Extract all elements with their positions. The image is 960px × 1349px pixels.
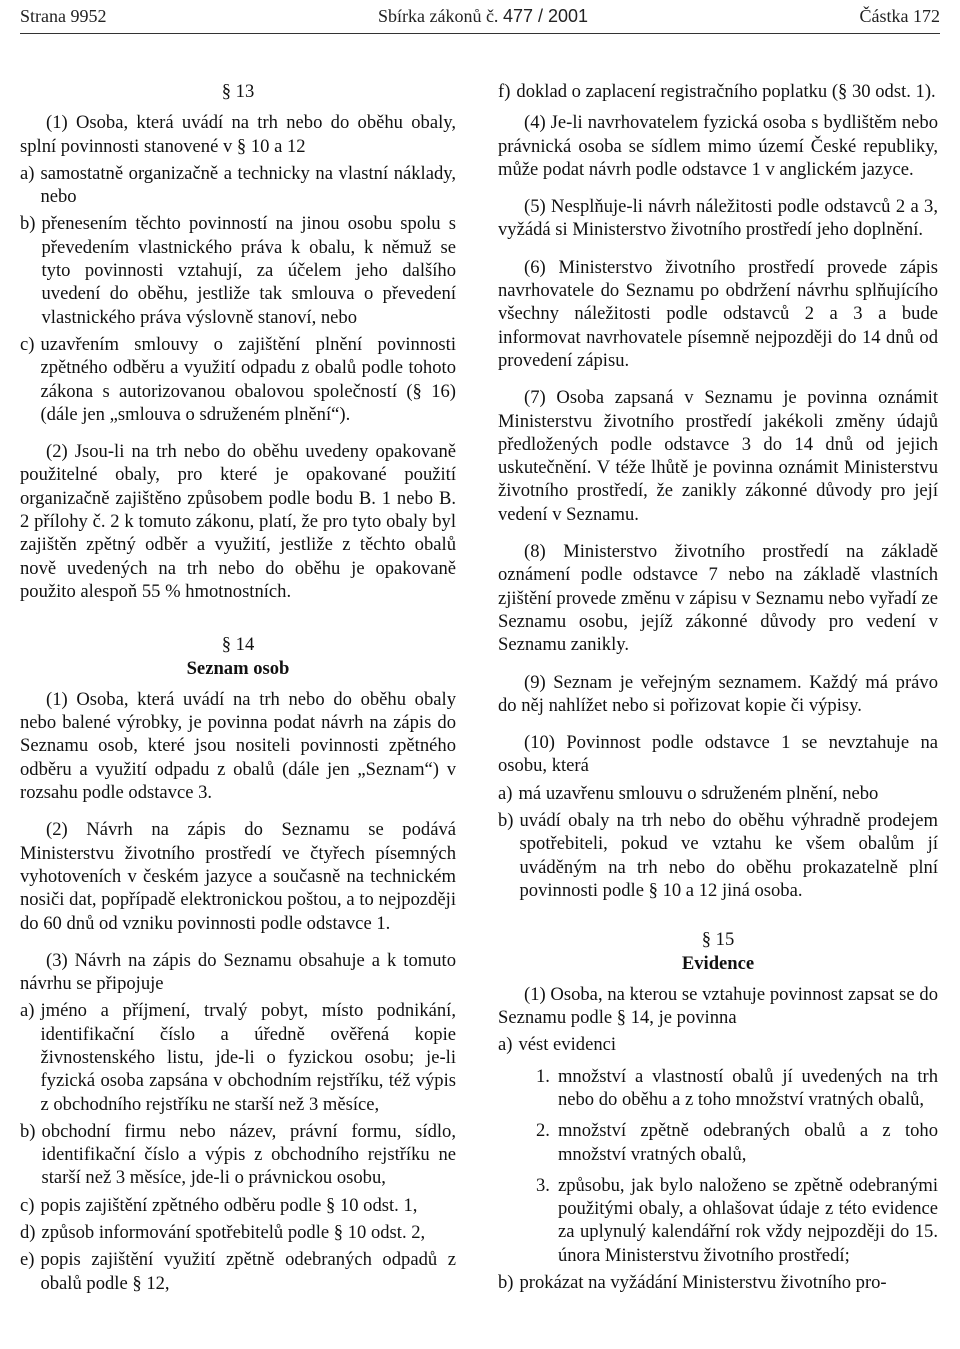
paragraph-14-6: (6) Ministerstvo životního prostředí provede zápis navrhovatele do Seznamu po obdržení návrhu splňujícího všechny náležitosti podle odstavců 2 a 3 a bude informovat navrhovatele písemně nejpozději do 14 dnů od provedení zápisu. — [498, 256, 938, 371]
journal-title — [378, 6, 588, 27]
paragraph-15-1: (1) Osoba, na kterou se vztahuje povinnost zapsat se do Seznamu podle § 14, je povinna — [498, 983, 938, 1029]
list-item — [20, 333, 456, 426]
item-text: doklad o zaplacení registračního poplatku (§ 30 odst. 1). — [516, 81, 936, 102]
item-label: e) — [20, 1249, 35, 1271]
section-14-heading: § 14 — [221, 634, 255, 656]
item-text: způsobu, jak bylo naloženo se zpětně odebranými použitými obaly, a ohlašovat údaje z této evidence za uplynulý kalendářní rok vždy nejpozději do 15. února Ministerstvu životního prostředí; — [557, 1174, 938, 1266]
item-label: a) — [498, 782, 513, 804]
numbered-item — [536, 1119, 938, 1166]
list-item — [498, 80, 938, 103]
paragraph-13-1: (1) Osoba, která uvádí na trh nebo do oběhu obaly, splní povinnosti stanovené v § 10 a 12 — [20, 112, 456, 157]
paragraph-14-2: (2) Návrh na zápis do Seznamu se podává Ministerstvu životního prostředí ve čtyřech písemných vyhotoveních v českém jazyce a současně na technickém nosiči dat, popřípadě elektronickou poštou, a to nejpozději do 60 dnů od vzniku povinnosti podle odstavce 1. — [20, 819, 456, 934]
list-item — [498, 809, 938, 902]
item-label: a) — [498, 1034, 513, 1056]
issue-number: 477 / 2001 — [502, 5, 589, 26]
item-label: b) — [498, 810, 514, 832]
item-text: popis zajištění zpětného odběru podle § 10 odst. 1, — [40, 1194, 418, 1216]
list-item — [498, 782, 938, 805]
list-item — [20, 1221, 456, 1244]
list-item — [20, 212, 456, 328]
paragraph-14-4: (4) Je-li navrhovatelem fyzická osoba s bydlištěm nebo právnická osoba se sídlem mimo území České republiky, může podat návrh podle odstavce 1 v anglickém jazyce. — [498, 112, 938, 180]
item-text: uvádí obaly na trh nebo do oběhu výhradně prodejem spotřebiteli, pokud ve vztahu ke všem obalům jí uváděným na trh nebo do oběhu prokazatelně plní povinnosti podle § 10 a 12 jiná osoba. — [519, 810, 938, 901]
list-item — [498, 1033, 938, 1056]
item-text: způsob informování spotřebitelů podle § 10 odst. 2, — [41, 1222, 426, 1244]
item-text: obchodní firmu nebo název, právní formu, sídlo, identifikační číslo a výpis z obchodního rejstříku ne starší než 3 měsíce, jde-li o právnickou osobu, — [41, 1120, 456, 1189]
paragraph-14-9: (9) Seznam je veřejným seznamem. Každý má právo do něj nahlížet nebo si pořizovat kopie či výpisy. — [498, 671, 938, 716]
section-14-title: Seznam osob — [186, 657, 290, 679]
item-label: c) — [20, 1194, 35, 1216]
page-number: Strana 9952 — [20, 5, 107, 26]
header-rule — [20, 33, 940, 34]
section-13-heading: § 13 — [221, 81, 255, 102]
list-item — [20, 999, 456, 1115]
item-text: množství a vlastností obalů jí uvedených na trh nebo do oběhu a z toho množství vratných obalů, — [557, 1065, 938, 1110]
item-label: b) — [20, 1120, 36, 1142]
left-column — [20, 64, 456, 1295]
paragraph-14-1: (1) Osoba, která uvádí na trh nebo do oběhu obaly nebo balené výrobky, je povinna podat návrh na zápis do Seznamu osob, které jsou nositeli povinnosti zpětného odběru a využití odpadu z obalů (dále jen „Seznam“) v rozsahu podle odstavce 3. — [20, 688, 456, 804]
numbered-item — [536, 1174, 938, 1267]
item-text: samostatně organizačně a technicky na vlastní náklady, nebo — [40, 162, 456, 208]
list-item — [20, 162, 456, 209]
list-item — [20, 1194, 456, 1217]
item-text: přenesením těchto povinností na jinou osobu spolu s převedením vlastnického práva k obalu, k němuž se tyto povinnosti vztahují, za účelem jeho dalšího uvedení do oběhu, jestliže tak smlouva o převedení vlastnického práva výslovně stanoví, nebo — [41, 213, 456, 328]
item-text: vést evidenci — [518, 1034, 617, 1056]
item-text: uzavřením smlouvy o zajištění plnění povinnosti zpětného odběru a využití odpadu z obalů podle tohoto zákona s autorizovanou obalovou společností (§ 16) (dále jen „smlouva o sdruženém plnění“). — [40, 333, 456, 425]
section-15-title: Evidence — [681, 952, 755, 974]
paragraph-14-8: (8) Ministerstvo životního prostředí na základě oznámení podle odstavce 7 nebo na základě vlastních zjištění provede změnu v zápisu v Seznamu nebo vyřadí ze Seznamu osobu, jejíž zákonné důvody pro vedení v Seznamu zanikly. — [498, 541, 938, 656]
section-15-heading: § 15 — [701, 929, 735, 951]
item-number: 2. — [536, 1120, 550, 1142]
paragraph-13-2: (2) Jsou-li na trh nebo do oběhu uvedeny opakovaně použitelné obaly, pro které je opakované použití organizačně zajištěno způsobem podle bodu B. 1 nebo B. 2 přílohy č. 2 k tomuto zákonu, platí, že pro tyto obaly byl zajištěn zpětný odběr a využití, jestliže z těchto obalů nově uvedených na trh nebo do oběhu je opakovaně použito alespoň 55 % hmotnostních. — [20, 441, 456, 602]
item-text: popis zajištění využití zpětně odebraných odpadů z obalů podle § 12, — [40, 1249, 456, 1294]
list-item — [20, 1120, 456, 1190]
page-header — [20, 0, 940, 32]
item-number: 3. — [536, 1174, 550, 1196]
paragraph-14-3: (3) Návrh na zápis do Seznamu obsahuje a k tomuto návrhu se připojuje — [20, 949, 456, 995]
item-label: f) — [498, 81, 511, 102]
item-text: množství zpětně odebraných obalů a z toho množství vratných obalů, — [557, 1120, 938, 1165]
part-number: Částka 172 — [859, 5, 940, 26]
item-text: má uzavřenu smlouvu o sdruženém plnění, nebo — [518, 782, 879, 804]
paragraph-14-7: (7) Osoba zapsaná v Seznamu je povinna oznámit Ministerstvu životního prostředí jakékoli změny údajů předložených podle odstavce 3 do 14 dnů od jejich uskutečnění. V téže lhůtě je povinna oznámit Ministerstvu životního prostředí, že zanikly zákonné důvody pro její vedení v Seznamu. — [498, 387, 938, 525]
item-label: a) — [20, 1000, 35, 1022]
item-number: 1. — [536, 1065, 550, 1087]
item-label: b) — [20, 213, 36, 235]
paragraph-14-10: (10) Povinnost podle odstavce 1 se nevztahuje na osobu, která — [498, 732, 938, 777]
list-item — [498, 1271, 938, 1294]
item-label: c) — [20, 333, 35, 355]
item-label: b) — [498, 1272, 514, 1294]
item-text: jméno a příjmení, trvalý pobyt, místo podnikání, identifikační číslo a úředně ověřená kopie živnostenského listu, jde-li o fyzickou osobu; je-li fyzická osoba zapsána v obchodním rejstříku, též výpis z obchodního rejstříku ne starší než 3 měsíce, — [40, 1000, 456, 1115]
item-label: d) — [20, 1222, 36, 1244]
item-label: a) — [20, 162, 35, 184]
right-column — [498, 80, 938, 1294]
journal-prefix: Sbírka zákonů č. — [377, 5, 503, 26]
paragraph-14-5: (5) Nesplňuje-li návrh náležitosti podle odstavců 2 a 3, vyžádá si Ministerstvo životního prostředí jeho doplnění. — [498, 196, 938, 241]
list-item — [20, 1248, 456, 1295]
numbered-item — [536, 1065, 938, 1112]
item-text: prokázat na vyžádání Ministerstvu životního pro- — [519, 1272, 887, 1294]
